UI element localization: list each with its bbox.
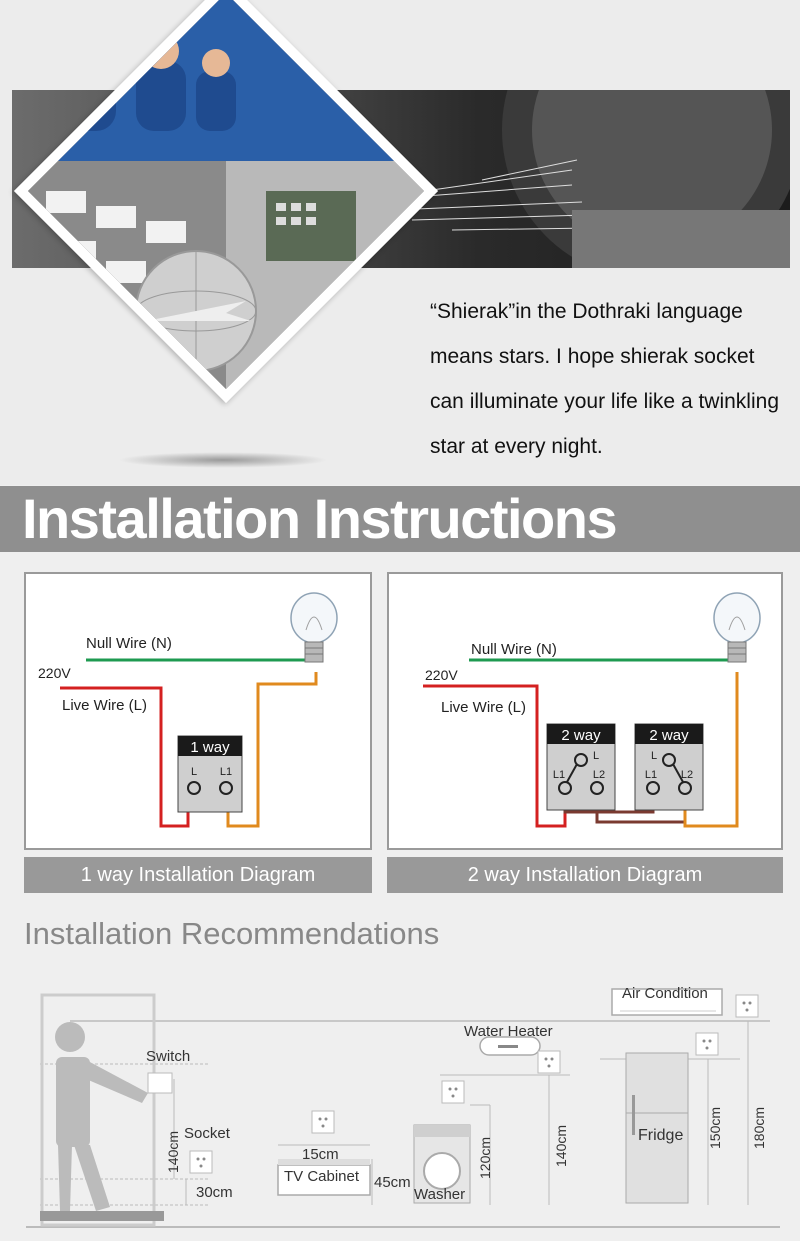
socket-icon-washer <box>442 1081 464 1103</box>
switch2-terminal-l: L <box>651 750 658 762</box>
switch-height-label: 140cm <box>165 1130 181 1173</box>
recommendations-title: Installation Recommendations <box>24 916 440 951</box>
two-way-caption: 2 way Installation Diagram <box>387 857 783 893</box>
one-way-wiring-diagram <box>26 574 370 848</box>
switch2-terminal-l2: L2 <box>680 769 694 781</box>
hero-section <box>0 0 800 485</box>
tv-height-label: 45cm <box>374 1174 411 1191</box>
switch1-terminal-l1: L1 <box>552 769 566 781</box>
light-bulb-icon <box>291 593 337 662</box>
one-way-diagram-panel <box>24 572 372 850</box>
live-wire-label: Live Wire (L) <box>62 697 148 714</box>
installation-heights-diagram <box>0 975 800 1241</box>
socket-icon-low <box>190 1151 212 1173</box>
socket-icon-heater <box>538 1051 560 1073</box>
switch-label: Switch <box>146 1048 191 1065</box>
switch1-label: 2 way <box>561 727 601 744</box>
light-bulb-icon <box>714 593 760 662</box>
motto-line-2: means stars. I hope shierak socket <box>430 345 755 368</box>
motto-line-3: can illuminate your life like a twinkling <box>430 390 779 413</box>
motto-line-4: star at every night. <box>430 435 603 458</box>
live-wire-label: Live Wire (L) <box>441 699 527 716</box>
switch1-terminal-l2: L2 <box>592 769 606 781</box>
voltage-label: 220V <box>425 667 458 683</box>
tv-top-label: 15cm <box>302 1146 339 1163</box>
socket-icon-ac <box>736 995 758 1017</box>
switch-label: 1 way <box>190 739 230 756</box>
motto-line-1: “Shierak”in the Dothraki language <box>430 300 743 323</box>
null-wire-label: Null Wire (N) <box>86 635 172 652</box>
switch-icon <box>148 1073 172 1093</box>
ac-height-label: 180cm <box>751 1106 767 1149</box>
heater-height-label: 140cm <box>553 1124 569 1167</box>
switch2-terminal-l1: L1 <box>644 769 658 781</box>
washer-height-label: 120cm <box>477 1136 493 1179</box>
section-title: Installation Instructions <box>22 487 617 550</box>
two-way-diagram-panel <box>387 572 783 850</box>
socket-label: Socket <box>184 1125 230 1142</box>
one-way-caption: 1 way Installation Diagram <box>24 857 372 893</box>
terminal-l-label: L <box>190 766 198 778</box>
socket-icon-tv <box>312 1111 334 1133</box>
null-wire-label: Null Wire (N) <box>471 641 557 658</box>
water-heater-label: Water Heater <box>464 1023 553 1040</box>
switch2-label: 2 way <box>649 727 689 744</box>
tv-cabinet-label: TV Cabinet <box>284 1168 360 1185</box>
fridge-height-label: 150cm <box>707 1106 723 1149</box>
terminal-l1-label: L1 <box>219 766 233 778</box>
washer-label: Washer <box>414 1186 466 1203</box>
factory-photo-diamond <box>14 0 438 403</box>
air-condition-label: Air Condition <box>622 985 708 1002</box>
socket-height-label: 30cm <box>196 1184 233 1201</box>
person-at-door-figure <box>40 995 164 1225</box>
socket-icon-fridge <box>696 1033 718 1055</box>
factory-illustration <box>28 0 424 389</box>
fridge-label: Fridge <box>638 1127 684 1144</box>
diamond-shadow <box>118 452 328 468</box>
voltage-label: 220V <box>38 665 71 681</box>
switch1-terminal-l: L <box>593 750 600 762</box>
two-way-wiring-diagram <box>389 574 781 848</box>
